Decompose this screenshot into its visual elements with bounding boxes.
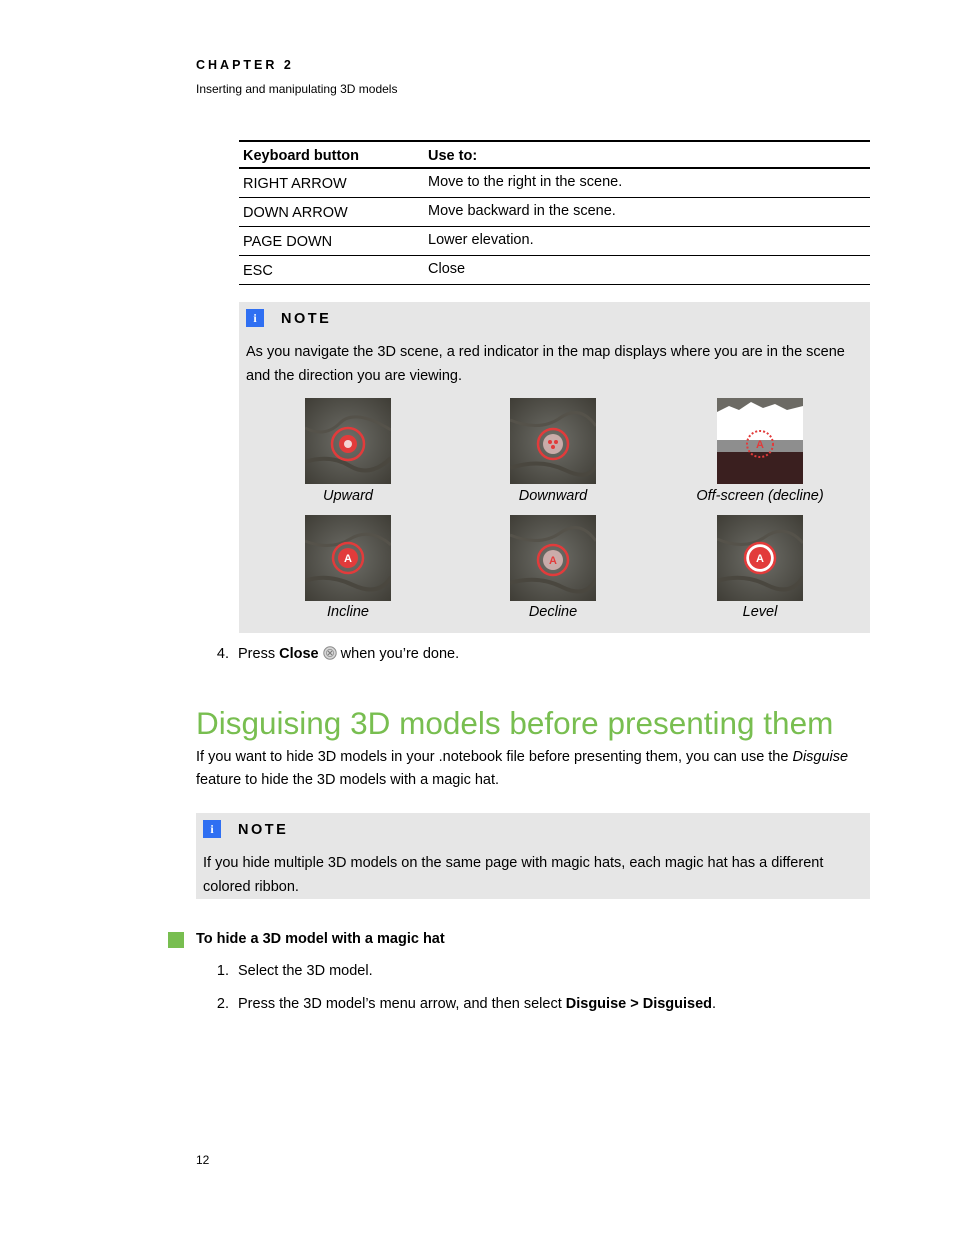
note-label: NOTE — [238, 822, 289, 838]
indicator-incline-image — [305, 515, 391, 601]
caption-level: Level — [742, 604, 778, 620]
table-cell-action: Move to the right in the scene. — [428, 174, 623, 190]
close-icon — [323, 646, 337, 660]
table-row — [239, 256, 870, 285]
table-cell-key: RIGHT ARROW — [243, 176, 347, 192]
procedure-icon — [168, 932, 184, 948]
caption-incline: Incline — [327, 604, 369, 620]
disguise-term: Disguise — [792, 749, 849, 765]
step-number: 2. — [216, 996, 229, 1012]
note-box-navigation — [239, 302, 870, 633]
step-text-bold: Close — [279, 646, 319, 662]
indicator-off-screen-decline-image — [717, 398, 803, 484]
table-cell-action: Close — [428, 261, 466, 277]
step-number: 1. — [216, 963, 229, 979]
table-cell-key: PAGE DOWN — [243, 234, 333, 250]
indicator-upward-image — [305, 398, 391, 484]
step-text-prefix: Press — [238, 646, 280, 662]
page-number: 12 — [196, 1153, 210, 1167]
menu-path: Disguise > Disguised — [565, 996, 713, 1012]
procedure-step-1 — [213, 963, 713, 983]
procedure-step-2 — [213, 996, 813, 1016]
section-heading: Disguising 3D models before presenting them — [196, 705, 834, 741]
indicator-downward-image — [510, 398, 596, 484]
table-cell-action: Lower elevation. — [428, 232, 534, 248]
table-header-use-to: Use to: — [428, 148, 478, 164]
info-icon: i — [246, 309, 264, 327]
note-text: If you hide multiple 3D models on the same page with magic hats, each magic hat has a different colored ribbon. — [203, 855, 824, 895]
table-cell-action: Move backward in the scene. — [428, 203, 616, 219]
step-text-prefix: Press the 3D model’s menu arrow, and then select — [238, 996, 566, 1012]
step-text: Select the 3D model. — [238, 963, 373, 979]
table-cell-key: DOWN ARROW — [243, 205, 348, 221]
note-box-magic-hats — [196, 813, 870, 899]
indicator-decline-image — [510, 515, 596, 601]
table-header-keyboard-button: Keyboard button — [243, 148, 359, 164]
table-row — [239, 198, 870, 227]
svg-text:A: A — [756, 439, 764, 451]
chapter-subtitle: Inserting and manipulating 3D models — [196, 82, 398, 96]
svg-text:A: A — [344, 553, 352, 565]
chapter-label: CHAPTER 2 — [196, 58, 294, 72]
step-number: 4. — [216, 646, 229, 662]
step-text-suffix: . — [712, 996, 717, 1012]
caption-off-screen-decline: Off-screen (decline) — [696, 488, 824, 504]
step-text-suffix: when you’re done. — [336, 646, 460, 662]
svg-text:A: A — [549, 555, 557, 567]
table-cell-key: ESC — [243, 263, 273, 279]
step-4 — [213, 646, 613, 666]
keyboard-table — [239, 140, 870, 285]
note-label: NOTE — [281, 311, 332, 327]
table-row — [239, 169, 870, 198]
table-header-row — [239, 142, 870, 169]
indicator-level-image — [717, 515, 803, 601]
section-paragraph: If you want to hide 3D models in your .notebook file before presenting them, you can use the Disguise feature to hide the 3D models with a magic hat. — [196, 749, 849, 788]
svg-text:A: A — [756, 553, 764, 565]
note-text: As you navigate the 3D scene, a red indicator in the map displays where you are in the scene and the direction you are viewing. — [246, 344, 845, 384]
caption-upward: Upward — [323, 488, 373, 504]
table-row — [239, 227, 870, 256]
caption-downward: Downward — [518, 488, 588, 504]
procedure-title: To hide a 3D model with a magic hat — [196, 931, 445, 947]
info-icon: i — [203, 820, 221, 838]
caption-decline: Decline — [528, 604, 578, 620]
